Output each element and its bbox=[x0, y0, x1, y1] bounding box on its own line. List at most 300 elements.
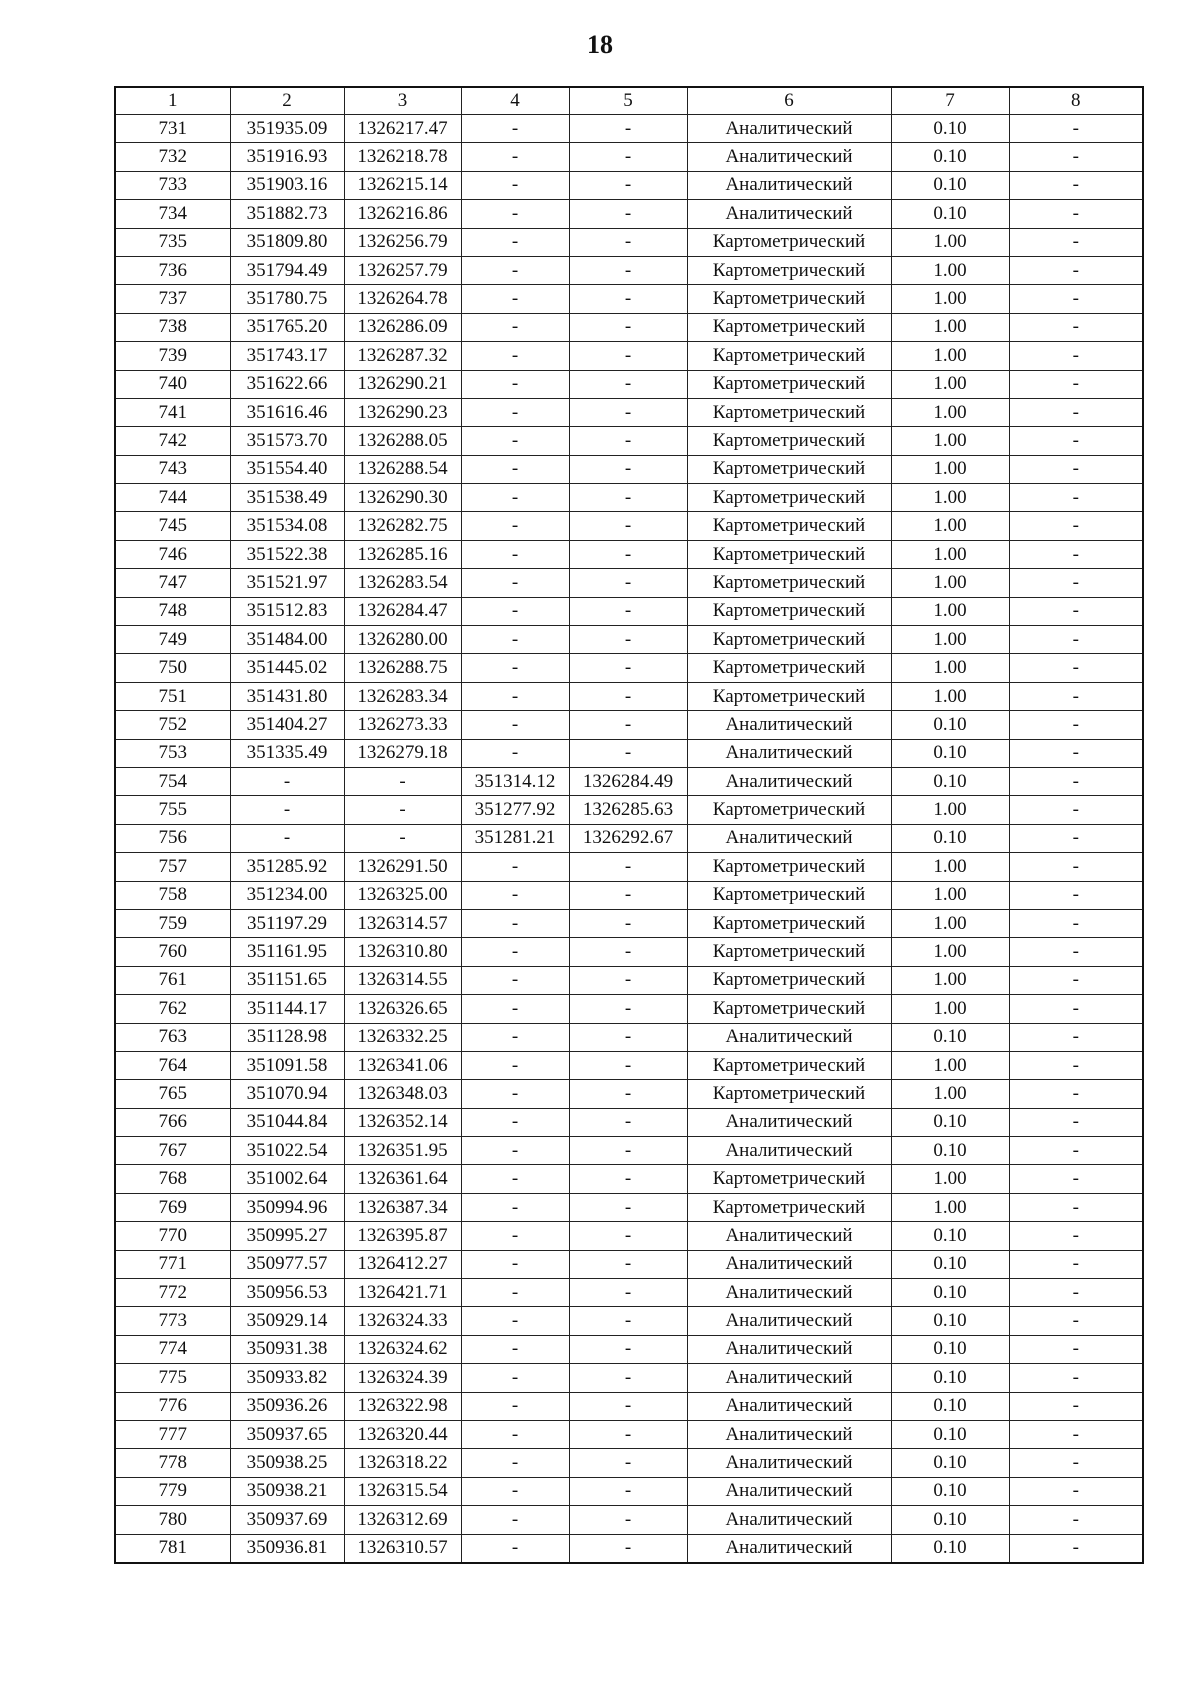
cell-accuracy: 1.00 bbox=[891, 228, 1009, 256]
cell-note: - bbox=[1009, 1392, 1143, 1420]
cell-accuracy: 1.00 bbox=[891, 1193, 1009, 1221]
table-row bbox=[115, 853, 1143, 881]
cell-y-coordinate: 1326387.34 bbox=[344, 1193, 461, 1221]
table-row bbox=[115, 370, 1143, 398]
cell-note: - bbox=[1009, 569, 1143, 597]
table-row bbox=[115, 1108, 1143, 1136]
cell-y-coordinate-new: - bbox=[569, 1137, 687, 1165]
cell-x-coordinate-new: - bbox=[461, 200, 569, 228]
cell-method: Картометрический bbox=[687, 540, 891, 568]
cell-y-coordinate: 1326421.71 bbox=[344, 1279, 461, 1307]
cell-point-number: 765 bbox=[115, 1080, 230, 1108]
cell-method: Картометрический bbox=[687, 256, 891, 284]
table-row bbox=[115, 1534, 1143, 1563]
cell-accuracy: 0.10 bbox=[891, 1222, 1009, 1250]
cell-point-number: 738 bbox=[115, 313, 230, 341]
cell-method: Картометрический bbox=[687, 1080, 891, 1108]
cell-note: - bbox=[1009, 228, 1143, 256]
column-header: 2 bbox=[230, 87, 344, 115]
cell-accuracy: 1.00 bbox=[891, 484, 1009, 512]
cell-accuracy: 1.00 bbox=[891, 966, 1009, 994]
cell-note: - bbox=[1009, 171, 1143, 199]
cell-accuracy: 1.00 bbox=[891, 597, 1009, 625]
cell-y-coordinate-new: - bbox=[569, 1023, 687, 1051]
cell-x-coordinate: 351780.75 bbox=[230, 285, 344, 313]
cell-x-coordinate-new: - bbox=[461, 995, 569, 1023]
cell-note: - bbox=[1009, 767, 1143, 795]
cell-x-coordinate: 351616.46 bbox=[230, 398, 344, 426]
column-header: 8 bbox=[1009, 87, 1143, 115]
table-row bbox=[115, 682, 1143, 710]
cell-y-coordinate-new: - bbox=[569, 1534, 687, 1563]
cell-x-coordinate: 351022.54 bbox=[230, 1137, 344, 1165]
cell-note: - bbox=[1009, 285, 1143, 313]
cell-x-coordinate: 351512.83 bbox=[230, 597, 344, 625]
cell-note: - bbox=[1009, 1222, 1143, 1250]
cell-y-coordinate-new: 1326292.67 bbox=[569, 824, 687, 852]
cell-point-number: 777 bbox=[115, 1420, 230, 1448]
cell-x-coordinate-new: - bbox=[461, 455, 569, 483]
cell-x-coordinate-new: - bbox=[461, 398, 569, 426]
cell-y-coordinate-new: - bbox=[569, 171, 687, 199]
cell-y-coordinate-new: - bbox=[569, 1222, 687, 1250]
cell-y-coordinate-new: - bbox=[569, 1392, 687, 1420]
cell-y-coordinate-new: - bbox=[569, 370, 687, 398]
cell-x-coordinate-new: - bbox=[461, 569, 569, 597]
table-row bbox=[115, 228, 1143, 256]
cell-point-number: 761 bbox=[115, 966, 230, 994]
cell-y-coordinate-new: - bbox=[569, 1449, 687, 1477]
page-number: 18 bbox=[587, 30, 613, 59]
cell-x-coordinate: 351197.29 bbox=[230, 909, 344, 937]
cell-point-number: 772 bbox=[115, 1279, 230, 1307]
cell-note: - bbox=[1009, 200, 1143, 228]
cell-x-coordinate-new: - bbox=[461, 171, 569, 199]
cell-x-coordinate: 350936.26 bbox=[230, 1392, 344, 1420]
table-row bbox=[115, 654, 1143, 682]
table-row bbox=[115, 1364, 1143, 1392]
column-header: 3 bbox=[344, 87, 461, 115]
cell-y-coordinate-new: - bbox=[569, 455, 687, 483]
cell-method: Аналитический bbox=[687, 1392, 891, 1420]
cell-method: Картометрический bbox=[687, 285, 891, 313]
cell-x-coordinate: 350936.81 bbox=[230, 1534, 344, 1563]
cell-method: Картометрический bbox=[687, 455, 891, 483]
cell-accuracy: 1.00 bbox=[891, 540, 1009, 568]
cell-y-coordinate-new: - bbox=[569, 540, 687, 568]
cell-y-coordinate: 1326352.14 bbox=[344, 1108, 461, 1136]
cell-method: Картометрический bbox=[687, 313, 891, 341]
cell-y-coordinate: 1326280.00 bbox=[344, 626, 461, 654]
cell-y-coordinate-new: - bbox=[569, 1108, 687, 1136]
cell-point-number: 751 bbox=[115, 682, 230, 710]
cell-x-coordinate-new: 351277.92 bbox=[461, 796, 569, 824]
cell-x-coordinate: 350938.25 bbox=[230, 1449, 344, 1477]
cell-x-coordinate: 351091.58 bbox=[230, 1051, 344, 1079]
cell-method: Картометрический bbox=[687, 626, 891, 654]
cell-x-coordinate: 351622.66 bbox=[230, 370, 344, 398]
cell-point-number: 744 bbox=[115, 484, 230, 512]
cell-x-coordinate-new: - bbox=[461, 484, 569, 512]
cell-x-coordinate: 351404.27 bbox=[230, 711, 344, 739]
cell-note: - bbox=[1009, 1364, 1143, 1392]
cell-y-coordinate: 1326325.00 bbox=[344, 881, 461, 909]
cell-accuracy: 0.10 bbox=[891, 1420, 1009, 1448]
cell-accuracy: 0.10 bbox=[891, 171, 1009, 199]
cell-method: Картометрический bbox=[687, 881, 891, 909]
cell-note: - bbox=[1009, 626, 1143, 654]
cell-accuracy: 0.10 bbox=[891, 1392, 1009, 1420]
cell-method: Картометрический bbox=[687, 228, 891, 256]
cell-note: - bbox=[1009, 484, 1143, 512]
cell-y-coordinate: 1326288.54 bbox=[344, 455, 461, 483]
column-header: 7 bbox=[891, 87, 1009, 115]
cell-y-coordinate: 1326218.78 bbox=[344, 143, 461, 171]
cell-accuracy: 0.10 bbox=[891, 200, 1009, 228]
cell-point-number: 776 bbox=[115, 1392, 230, 1420]
cell-y-coordinate-new: - bbox=[569, 1250, 687, 1278]
cell-y-coordinate-new: - bbox=[569, 143, 687, 171]
cell-accuracy: 0.10 bbox=[891, 1137, 1009, 1165]
cell-point-number: 742 bbox=[115, 427, 230, 455]
cell-x-coordinate: 351161.95 bbox=[230, 938, 344, 966]
cell-point-number: 769 bbox=[115, 1193, 230, 1221]
cell-y-coordinate: 1326283.34 bbox=[344, 682, 461, 710]
cell-x-coordinate-new: - bbox=[461, 228, 569, 256]
cell-y-coordinate: 1326256.79 bbox=[344, 228, 461, 256]
cell-x-coordinate: 351484.00 bbox=[230, 626, 344, 654]
cell-y-coordinate-new: - bbox=[569, 569, 687, 597]
cell-x-coordinate-new: - bbox=[461, 938, 569, 966]
cell-x-coordinate-new: - bbox=[461, 1420, 569, 1448]
table-row bbox=[115, 1449, 1143, 1477]
cell-x-coordinate-new: 351281.21 bbox=[461, 824, 569, 852]
cell-y-coordinate: 1326286.09 bbox=[344, 313, 461, 341]
cell-point-number: 754 bbox=[115, 767, 230, 795]
cell-note: - bbox=[1009, 512, 1143, 540]
cell-note: - bbox=[1009, 1307, 1143, 1335]
cell-point-number: 764 bbox=[115, 1051, 230, 1079]
table-row bbox=[115, 824, 1143, 852]
cell-point-number: 768 bbox=[115, 1165, 230, 1193]
cell-point-number: 757 bbox=[115, 853, 230, 881]
cell-x-coordinate: 350929.14 bbox=[230, 1307, 344, 1335]
cell-point-number: 766 bbox=[115, 1108, 230, 1136]
cell-x-coordinate: - bbox=[230, 824, 344, 852]
cell-point-number: 746 bbox=[115, 540, 230, 568]
cell-x-coordinate-new: - bbox=[461, 342, 569, 370]
cell-accuracy: 0.10 bbox=[891, 767, 1009, 795]
cell-method: Картометрический bbox=[687, 654, 891, 682]
cell-method: Картометрический bbox=[687, 342, 891, 370]
table-row bbox=[115, 115, 1143, 143]
cell-note: - bbox=[1009, 1534, 1143, 1563]
cell-y-coordinate-new: - bbox=[569, 398, 687, 426]
cell-x-coordinate-new: - bbox=[461, 1023, 569, 1051]
cell-method: Картометрический bbox=[687, 909, 891, 937]
cell-point-number: 753 bbox=[115, 739, 230, 767]
cell-accuracy: 1.00 bbox=[891, 455, 1009, 483]
cell-x-coordinate: 351935.09 bbox=[230, 115, 344, 143]
table-row bbox=[115, 1023, 1143, 1051]
cell-note: - bbox=[1009, 313, 1143, 341]
cell-y-coordinate-new: - bbox=[569, 938, 687, 966]
cell-point-number: 749 bbox=[115, 626, 230, 654]
cell-accuracy: 0.10 bbox=[891, 1335, 1009, 1363]
cell-note: - bbox=[1009, 739, 1143, 767]
cell-x-coordinate: 350933.82 bbox=[230, 1364, 344, 1392]
cell-x-coordinate-new: - bbox=[461, 115, 569, 143]
cell-point-number: 752 bbox=[115, 711, 230, 739]
cell-x-coordinate: - bbox=[230, 767, 344, 795]
cell-x-coordinate: 351070.94 bbox=[230, 1080, 344, 1108]
cell-method: Аналитический bbox=[687, 1477, 891, 1505]
table-row bbox=[115, 313, 1143, 341]
cell-y-coordinate-new: - bbox=[569, 966, 687, 994]
cell-y-coordinate: 1326351.95 bbox=[344, 1137, 461, 1165]
cell-method: Аналитический bbox=[687, 115, 891, 143]
cell-y-coordinate-new: 1326285.63 bbox=[569, 796, 687, 824]
cell-accuracy: 1.00 bbox=[891, 1165, 1009, 1193]
table-row bbox=[115, 739, 1143, 767]
cell-note: - bbox=[1009, 256, 1143, 284]
cell-method: Аналитический bbox=[687, 1420, 891, 1448]
cell-accuracy: 1.00 bbox=[891, 512, 1009, 540]
cell-method: Картометрический bbox=[687, 569, 891, 597]
cell-y-coordinate: 1326314.57 bbox=[344, 909, 461, 937]
cell-x-coordinate: 350994.96 bbox=[230, 1193, 344, 1221]
cell-method: Картометрический bbox=[687, 995, 891, 1023]
cell-method: Аналитический bbox=[687, 1506, 891, 1534]
cell-y-coordinate-new: - bbox=[569, 881, 687, 909]
cell-y-coordinate: 1326341.06 bbox=[344, 1051, 461, 1079]
cell-accuracy: 1.00 bbox=[891, 313, 1009, 341]
cell-x-coordinate-new: - bbox=[461, 682, 569, 710]
cell-y-coordinate: 1326412.27 bbox=[344, 1250, 461, 1278]
cell-y-coordinate-new: - bbox=[569, 626, 687, 654]
cell-x-coordinate: 351809.80 bbox=[230, 228, 344, 256]
table-row bbox=[115, 256, 1143, 284]
cell-y-coordinate-new: - bbox=[569, 909, 687, 937]
cell-point-number: 780 bbox=[115, 1506, 230, 1534]
cell-y-coordinate: 1326279.18 bbox=[344, 739, 461, 767]
column-header: 6 bbox=[687, 87, 891, 115]
table-row bbox=[115, 1051, 1143, 1079]
cell-y-coordinate-new: - bbox=[569, 1506, 687, 1534]
cell-y-coordinate: 1326290.23 bbox=[344, 398, 461, 426]
cell-method: Картометрический bbox=[687, 512, 891, 540]
cell-note: - bbox=[1009, 1250, 1143, 1278]
cell-y-coordinate: 1326312.69 bbox=[344, 1506, 461, 1534]
cell-point-number: 732 bbox=[115, 143, 230, 171]
cell-y-coordinate: 1326283.54 bbox=[344, 569, 461, 597]
table-row bbox=[115, 1506, 1143, 1534]
cell-y-coordinate: 1326324.33 bbox=[344, 1307, 461, 1335]
cell-y-coordinate-new: - bbox=[569, 484, 687, 512]
column-header: 4 bbox=[461, 87, 569, 115]
cell-y-coordinate-new: - bbox=[569, 256, 687, 284]
cell-y-coordinate: 1326287.32 bbox=[344, 342, 461, 370]
cell-y-coordinate-new: - bbox=[569, 1307, 687, 1335]
cell-x-coordinate: 351794.49 bbox=[230, 256, 344, 284]
cell-x-coordinate-new: - bbox=[461, 1137, 569, 1165]
cell-method: Аналитический bbox=[687, 171, 891, 199]
cell-accuracy: 0.10 bbox=[891, 143, 1009, 171]
table-row bbox=[115, 796, 1143, 824]
cell-x-coordinate: 350995.27 bbox=[230, 1222, 344, 1250]
cell-y-coordinate: 1326310.80 bbox=[344, 938, 461, 966]
cell-y-coordinate-new: - bbox=[569, 995, 687, 1023]
cell-accuracy: 1.00 bbox=[891, 285, 1009, 313]
cell-x-coordinate-new: - bbox=[461, 626, 569, 654]
cell-accuracy: 0.10 bbox=[891, 711, 1009, 739]
cell-y-coordinate-new: - bbox=[569, 228, 687, 256]
cell-y-coordinate-new: - bbox=[569, 115, 687, 143]
cell-note: - bbox=[1009, 1420, 1143, 1448]
table-row bbox=[115, 881, 1143, 909]
cell-x-coordinate-new: - bbox=[461, 1449, 569, 1477]
cell-y-coordinate-new: - bbox=[569, 1279, 687, 1307]
cell-note: - bbox=[1009, 824, 1143, 852]
cell-x-coordinate-new: - bbox=[461, 256, 569, 284]
cell-method: Картометрический bbox=[687, 796, 891, 824]
cell-point-number: 771 bbox=[115, 1250, 230, 1278]
cell-x-coordinate-new: - bbox=[461, 512, 569, 540]
table-row bbox=[115, 1279, 1143, 1307]
cell-method: Аналитический bbox=[687, 739, 891, 767]
cell-y-coordinate-new: - bbox=[569, 1477, 687, 1505]
cell-x-coordinate: 351521.97 bbox=[230, 569, 344, 597]
cell-x-coordinate-new: - bbox=[461, 597, 569, 625]
cell-y-coordinate: 1326282.75 bbox=[344, 512, 461, 540]
cell-point-number: 779 bbox=[115, 1477, 230, 1505]
table-row bbox=[115, 1420, 1143, 1448]
cell-method: Аналитический bbox=[687, 1335, 891, 1363]
column-header: 1 bbox=[115, 87, 230, 115]
cell-x-coordinate: 351522.38 bbox=[230, 540, 344, 568]
cell-note: - bbox=[1009, 1108, 1143, 1136]
cell-x-coordinate: 350956.53 bbox=[230, 1279, 344, 1307]
cell-y-coordinate-new: - bbox=[569, 427, 687, 455]
cell-y-coordinate: 1326217.47 bbox=[344, 115, 461, 143]
cell-y-coordinate: 1326290.30 bbox=[344, 484, 461, 512]
cell-x-coordinate-new: - bbox=[461, 1108, 569, 1136]
cell-y-coordinate: - bbox=[344, 767, 461, 795]
cell-note: - bbox=[1009, 938, 1143, 966]
cell-x-coordinate: 351538.49 bbox=[230, 484, 344, 512]
cell-note: - bbox=[1009, 853, 1143, 881]
cell-method: Аналитический bbox=[687, 1307, 891, 1335]
cell-x-coordinate: 351044.84 bbox=[230, 1108, 344, 1136]
cell-y-coordinate: 1326264.78 bbox=[344, 285, 461, 313]
cell-method: Картометрический bbox=[687, 938, 891, 966]
cell-x-coordinate: 350937.65 bbox=[230, 1420, 344, 1448]
cell-note: - bbox=[1009, 597, 1143, 625]
cell-x-coordinate-new: - bbox=[461, 143, 569, 171]
table-row bbox=[115, 455, 1143, 483]
cell-accuracy: 0.10 bbox=[891, 1307, 1009, 1335]
cell-x-coordinate-new: - bbox=[461, 1534, 569, 1563]
table-row bbox=[115, 1335, 1143, 1363]
cell-method: Картометрический bbox=[687, 484, 891, 512]
cell-point-number: 740 bbox=[115, 370, 230, 398]
cell-x-coordinate: 351573.70 bbox=[230, 427, 344, 455]
cell-y-coordinate: 1326288.75 bbox=[344, 654, 461, 682]
table-body bbox=[115, 115, 1143, 1563]
cell-accuracy: 1.00 bbox=[891, 256, 1009, 284]
cell-method: Картометрический bbox=[687, 398, 891, 426]
cell-x-coordinate: 351335.49 bbox=[230, 739, 344, 767]
cell-x-coordinate: 351002.64 bbox=[230, 1165, 344, 1193]
cell-point-number: 759 bbox=[115, 909, 230, 937]
cell-y-coordinate: 1326257.79 bbox=[344, 256, 461, 284]
cell-note: - bbox=[1009, 881, 1143, 909]
cell-method: Картометрический bbox=[687, 370, 891, 398]
cell-x-coordinate-new: - bbox=[461, 427, 569, 455]
cell-x-coordinate-new: - bbox=[461, 1222, 569, 1250]
cell-point-number: 760 bbox=[115, 938, 230, 966]
cell-accuracy: 1.00 bbox=[891, 370, 1009, 398]
cell-x-coordinate-new: - bbox=[461, 285, 569, 313]
cell-x-coordinate-new: - bbox=[461, 1250, 569, 1278]
cell-x-coordinate-new: - bbox=[461, 1392, 569, 1420]
cell-x-coordinate-new: - bbox=[461, 654, 569, 682]
table-row bbox=[115, 512, 1143, 540]
cell-method: Картометрический bbox=[687, 853, 891, 881]
cell-x-coordinate: 351234.00 bbox=[230, 881, 344, 909]
table-row bbox=[115, 597, 1143, 625]
cell-note: - bbox=[1009, 1193, 1143, 1221]
cell-accuracy: 0.10 bbox=[891, 1279, 1009, 1307]
cell-note: - bbox=[1009, 398, 1143, 426]
cell-x-coordinate: 351144.17 bbox=[230, 995, 344, 1023]
cell-x-coordinate: 350938.21 bbox=[230, 1477, 344, 1505]
cell-method: Аналитический bbox=[687, 1108, 891, 1136]
cell-y-coordinate: 1326395.87 bbox=[344, 1222, 461, 1250]
cell-x-coordinate: 350977.57 bbox=[230, 1250, 344, 1278]
table-row bbox=[115, 1307, 1143, 1335]
cell-y-coordinate: 1326322.98 bbox=[344, 1392, 461, 1420]
cell-note: - bbox=[1009, 540, 1143, 568]
cell-y-coordinate-new: - bbox=[569, 739, 687, 767]
cell-method: Картометрический bbox=[687, 682, 891, 710]
cell-note: - bbox=[1009, 1137, 1143, 1165]
cell-x-coordinate: 350937.69 bbox=[230, 1506, 344, 1534]
cell-accuracy: 1.00 bbox=[891, 342, 1009, 370]
table-row bbox=[115, 1165, 1143, 1193]
cell-x-coordinate-new: - bbox=[461, 1051, 569, 1079]
cell-y-coordinate-new: - bbox=[569, 711, 687, 739]
cell-y-coordinate-new: - bbox=[569, 1193, 687, 1221]
cell-point-number: 770 bbox=[115, 1222, 230, 1250]
cell-note: - bbox=[1009, 682, 1143, 710]
cell-x-coordinate: - bbox=[230, 796, 344, 824]
cell-method: Аналитический bbox=[687, 711, 891, 739]
table-row bbox=[115, 1222, 1143, 1250]
table-row bbox=[115, 626, 1143, 654]
table-row bbox=[115, 285, 1143, 313]
cell-note: - bbox=[1009, 909, 1143, 937]
cell-y-coordinate: 1326324.39 bbox=[344, 1364, 461, 1392]
cell-point-number: 756 bbox=[115, 824, 230, 852]
cell-note: - bbox=[1009, 427, 1143, 455]
cell-y-coordinate-new: - bbox=[569, 1051, 687, 1079]
cell-point-number: 758 bbox=[115, 881, 230, 909]
cell-note: - bbox=[1009, 370, 1143, 398]
cell-y-coordinate-new: 1326284.49 bbox=[569, 767, 687, 795]
table-header-row bbox=[115, 87, 1143, 115]
cell-note: - bbox=[1009, 143, 1143, 171]
